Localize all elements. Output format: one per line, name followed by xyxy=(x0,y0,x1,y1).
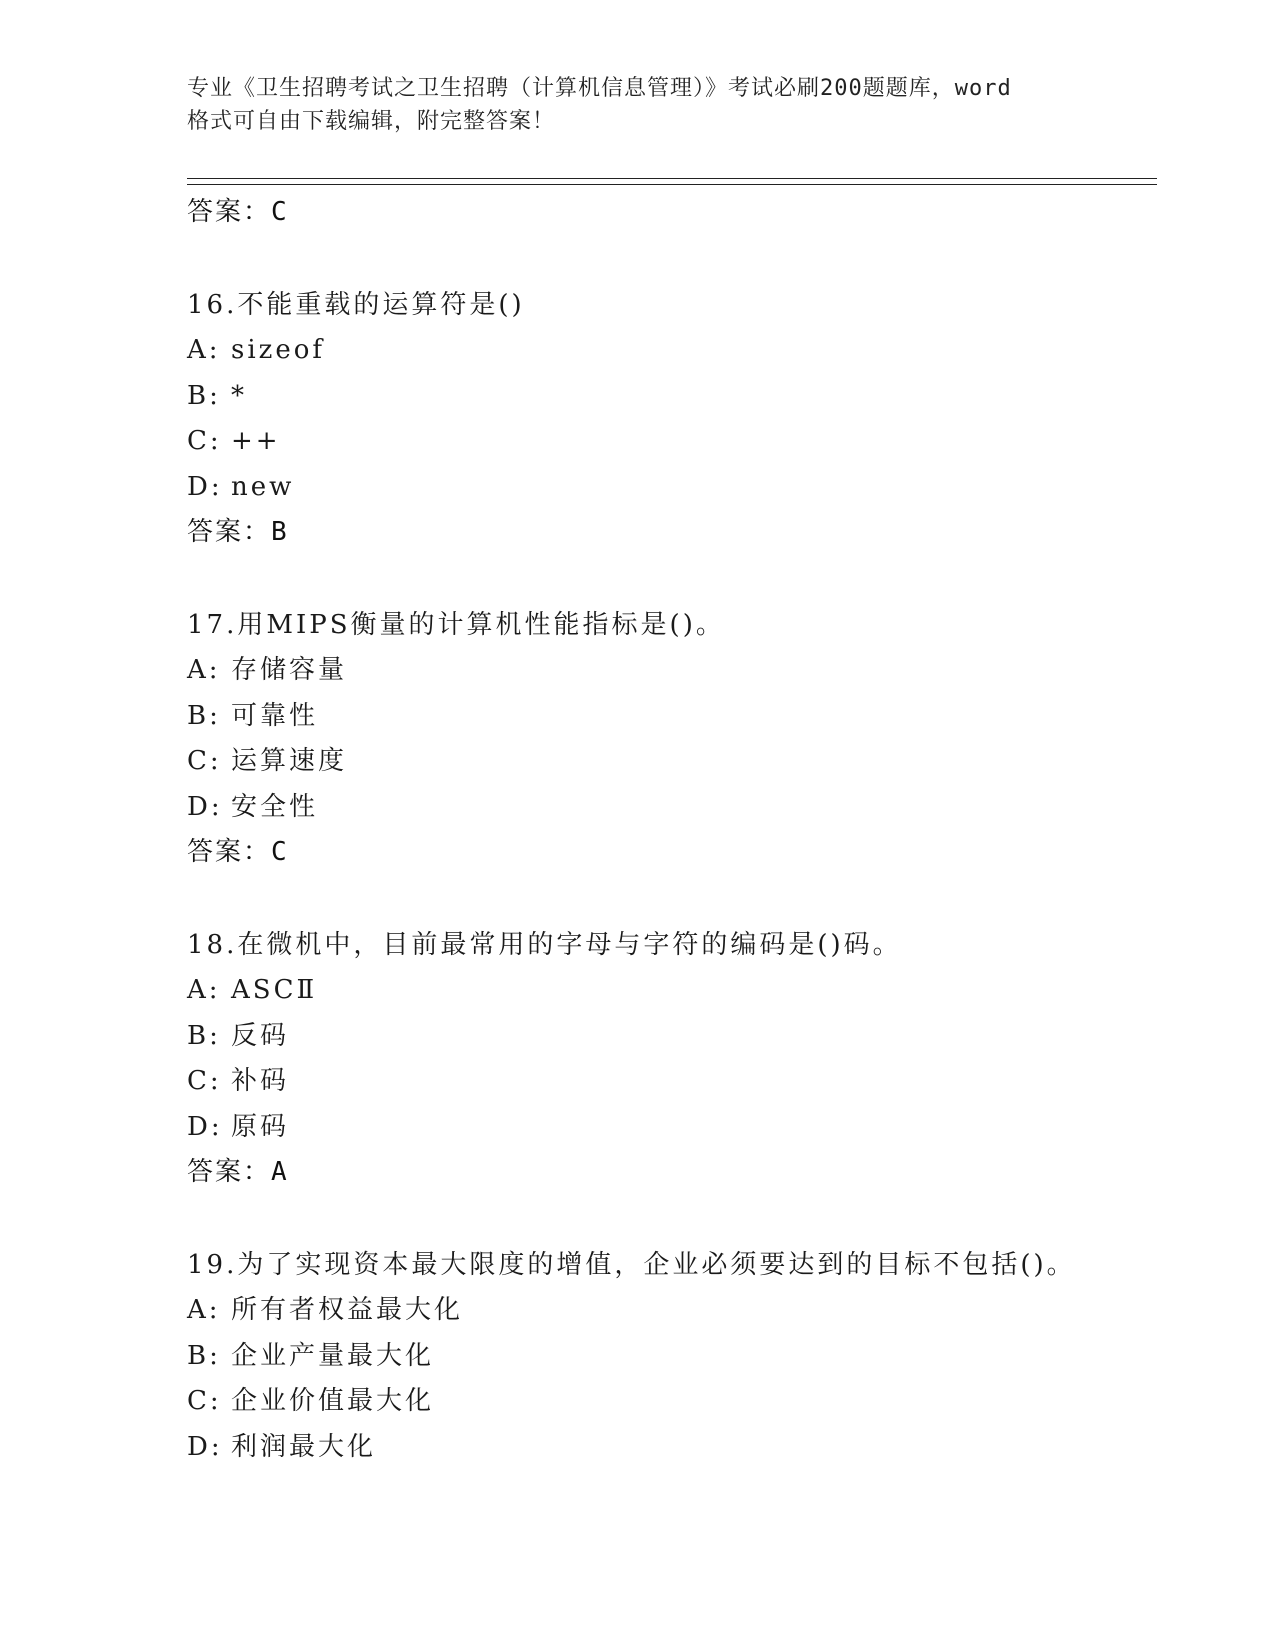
option-text: sizeof xyxy=(231,335,326,365)
option-key: B: xyxy=(187,700,221,731)
answer-value: C xyxy=(271,837,287,867)
option-key: A: xyxy=(187,1295,221,1325)
option-key: A: xyxy=(187,655,221,685)
question-stem: 19.为了实现资本最大限度的增值，企业必须要达到的目标不包括()。 xyxy=(187,1250,1076,1280)
question-stem: 17.用MIPS衡量的计算机性能指标是()。 xyxy=(187,610,725,640)
option-c xyxy=(187,739,1157,785)
answer-label: 答案： xyxy=(187,837,272,867)
option-text: ASCⅡ xyxy=(231,975,318,1005)
header-divider xyxy=(187,178,1157,185)
option-key: B: xyxy=(187,1340,221,1371)
option-key: B: xyxy=(187,380,221,411)
document-header xyxy=(187,72,1067,138)
answer-line xyxy=(187,190,1157,234)
option-a xyxy=(187,328,1157,374)
question-stem: 18.在微机中，目前最常用的字母与字符的编码是()码。 xyxy=(187,930,902,960)
option-b xyxy=(187,1014,1157,1060)
option-key: A: xyxy=(187,335,221,365)
option-key: C: xyxy=(187,746,222,776)
answer-value: A xyxy=(271,1157,287,1187)
question-stem: 16.不能重载的运算符是() xyxy=(187,290,525,320)
option-text: new xyxy=(231,471,295,502)
option-key: C: xyxy=(187,1066,222,1096)
answer-label: 答案： xyxy=(187,517,272,547)
option-text: 企业产量最大化 xyxy=(231,1340,435,1371)
question-18 xyxy=(187,922,1157,1194)
option-key: B: xyxy=(187,1020,221,1051)
option-text: 利润最大化 xyxy=(231,1431,377,1462)
header-line-1: 专业《卫生招聘考试之卫生招聘（计算机信息管理）》考试必刷200题题库，word xyxy=(187,76,1012,101)
answer-label: 答案： xyxy=(187,197,272,227)
option-a xyxy=(187,648,1157,694)
answer-line xyxy=(187,830,1157,874)
answer-label: 答案： xyxy=(187,1157,272,1187)
option-c xyxy=(187,419,1157,465)
option-key: A: xyxy=(187,975,221,1005)
answer-line xyxy=(187,510,1157,554)
option-text: 补码 xyxy=(231,1066,290,1096)
option-c xyxy=(187,1379,1157,1425)
answer-value: B xyxy=(271,517,287,547)
option-d xyxy=(187,465,1157,511)
option-text: 安全性 xyxy=(231,791,319,822)
option-text: 存储容量 xyxy=(231,655,348,685)
option-d xyxy=(187,1425,1157,1471)
answer-value: C xyxy=(271,197,287,227)
option-text: 反码 xyxy=(231,1020,290,1051)
option-b xyxy=(187,374,1157,420)
questions-area xyxy=(187,190,1157,1470)
option-key: D: xyxy=(187,791,223,822)
option-key: D: xyxy=(187,471,223,502)
question-16 xyxy=(187,282,1157,554)
option-text: 所有者权益最大化 xyxy=(231,1295,464,1325)
option-d xyxy=(187,1105,1157,1151)
option-a xyxy=(187,968,1157,1014)
option-b xyxy=(187,1334,1157,1380)
option-a xyxy=(187,1288,1157,1334)
question-19 xyxy=(187,1242,1157,1470)
option-text: ++ xyxy=(231,426,281,456)
option-text: 可靠性 xyxy=(231,700,319,731)
question-17 xyxy=(187,602,1157,874)
header-line-2: 格式可自由下载编辑，附完整答案！ xyxy=(187,109,556,134)
option-key: D: xyxy=(187,1431,223,1462)
option-c xyxy=(187,1059,1157,1105)
option-key: C: xyxy=(187,426,222,456)
option-key: C: xyxy=(187,1386,222,1416)
option-text: * xyxy=(231,380,247,411)
option-text: 原码 xyxy=(231,1111,290,1142)
option-key: D: xyxy=(187,1111,223,1142)
option-b xyxy=(187,694,1157,740)
option-d xyxy=(187,785,1157,831)
option-text: 企业价值最大化 xyxy=(231,1386,435,1416)
option-text: 运算速度 xyxy=(231,746,348,776)
answer-line xyxy=(187,1150,1157,1194)
